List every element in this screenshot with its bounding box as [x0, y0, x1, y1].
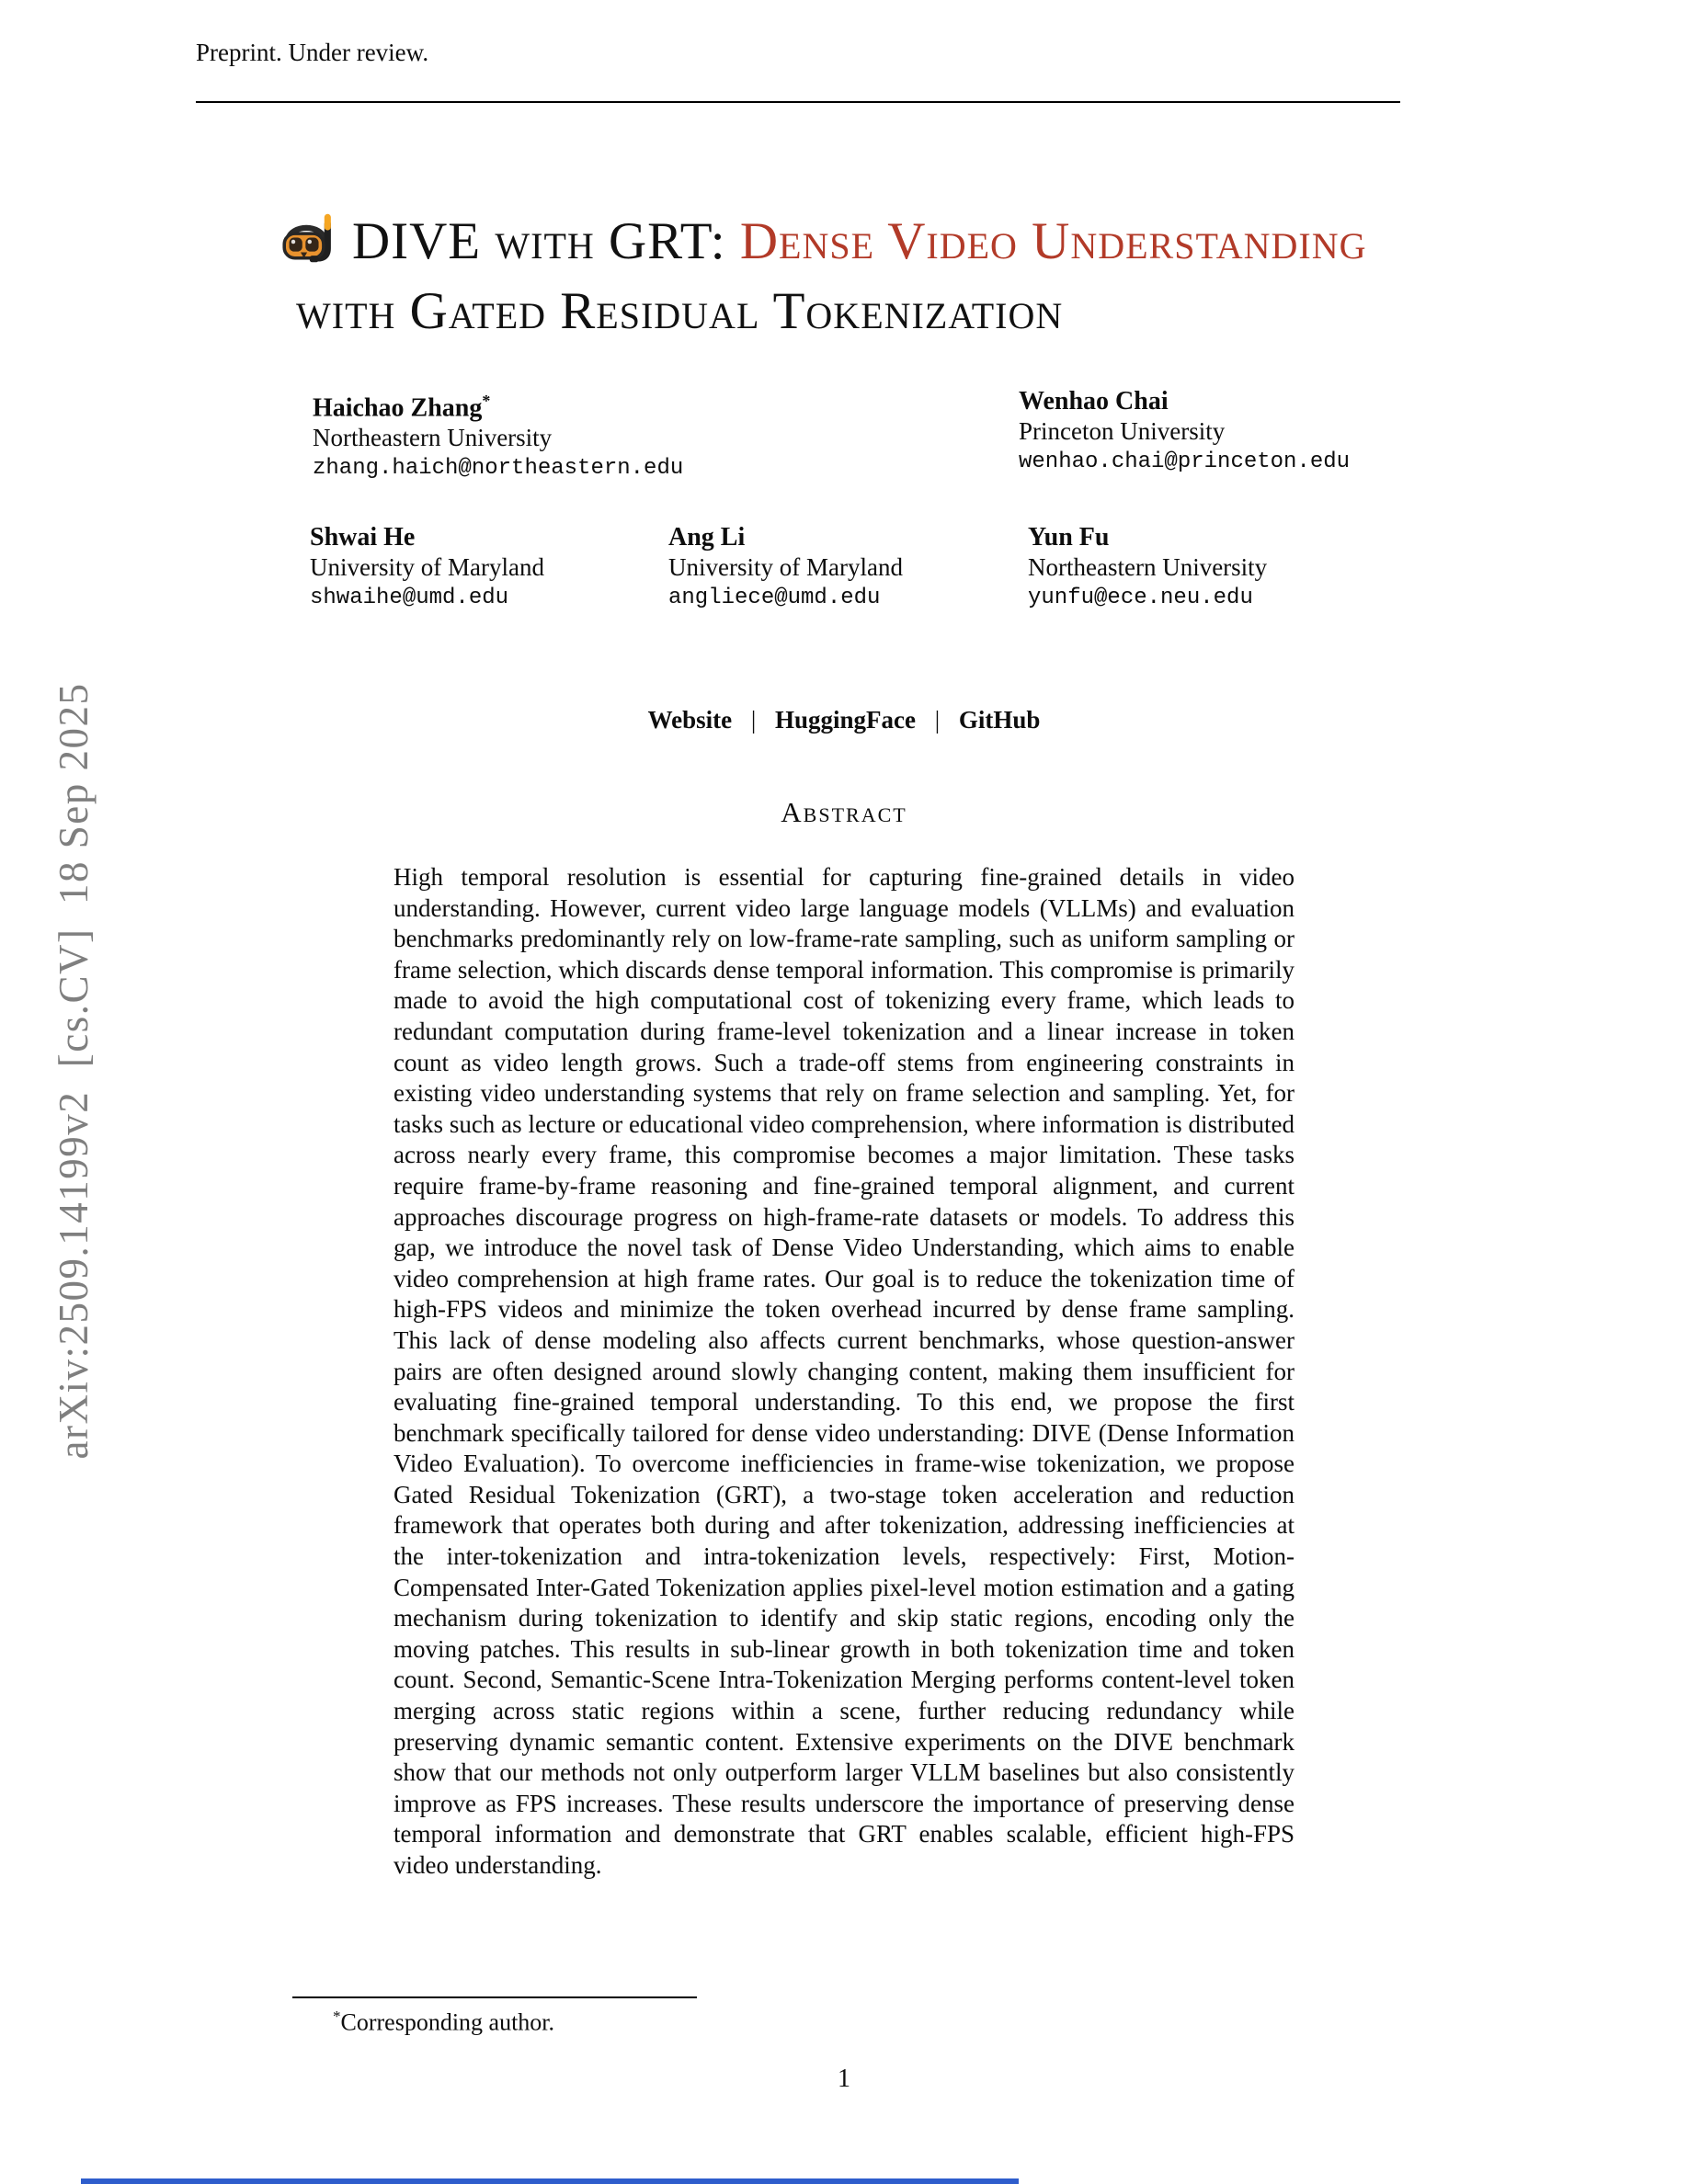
corresponding-mark: * — [482, 392, 491, 410]
author-name: Haichao Zhang* — [313, 392, 491, 423]
resource-links — [0, 706, 1688, 734]
footnote — [292, 2008, 554, 2037]
website-link[interactable]: Website — [647, 706, 733, 734]
author-affiliation: Princeton University — [1019, 417, 1226, 445]
link-separator: | — [934, 706, 941, 734]
author-name: Wenhao Chai — [1019, 387, 1169, 415]
footnote-divider — [292, 1996, 697, 1998]
author-email: zhang.haich@northeastern.edu — [313, 456, 684, 482]
bottom-edge-artifact — [81, 2178, 1019, 2184]
author-email: yunfu@ece.neu.edu — [1028, 586, 1253, 610]
huggingface-link[interactable]: HuggingFace — [774, 706, 916, 734]
abstract-text: High temporal resolution is essential for capturing fine-grained details in video understanding. However, current video large language models (VLLMs) and evaluation benchmarks predominantly rely on low-frame-rate sampling, such as uniform sampling or frame selection, which discards dense temporal information. This compromise is primarily made to avoid the high computational cost of tokenizing every frame, which leads to redundant computation during frame-level tokenization and a linear increase in token count as video length grows. Such a trade-off stems from engineering constraints in existing video understanding systems that rely on frame selection and sampling. Yet, for tasks such as lecture or educational video comprehension, where information is distributed across nearly every frame, this compromise becomes a major limitation. These tasks require frame-by-frame reasoning and fine-grained temporal alignment, and current approaches discourage progress on high-frame-rate datasets or models. To address this gap, we introduce the novel task of Dense Video Understanding, which aims to enable video comprehension at high frame rates. Our goal is to reduce the tokenization time of high-FPS videos and minimize the token overhead incurred by dense frame sampling. This lack of dense modeling also affects current benchmarks, whose question-answer pairs are often designed around slowly changing content, making them insufficient for evaluating fine-grained temporal understanding. To this end, we propose the first benchmark specifically tailored for dense video understanding: DIVE (Dense Information Video Evaluation). To overcome inefficiencies in frame-wise tokenization, we propose Gated Residual Tokenization (GRT), a two-stage token acceleration and reduction framework that operates both during and after tokenization, addressing inefficiencies at the inter-tokenization and intra-tokenization levels, respectively: First, Motion-Compensated Inter-Gated Tokenization applies pixel-level motion estimation and a gating mechanism during tokenization to identify and skip static regions, encoding only the moving patches. This results in sub-linear growth in both tokenization time and token count. Second, Semantic-Scene Intra-Tokenization Merging performs content-level token merging across static regions within a scene, further reducing redundancy while preserving dynamic semantic content. Extensive experiments on the DIVE benchmark show that our methods not only outperform larger VLLM baselines but also consistently improve as FPS increases. These results underscore the importance of preserving dense temporal information and demonstrate that GRT enables scalable, efficient high-FPS video understanding. — [393, 863, 1295, 1879]
author-email: shwaihe@umd.edu — [310, 586, 509, 610]
abstract-heading: Abstract — [781, 796, 907, 828]
author-affiliation: Northeastern University — [313, 424, 553, 452]
page-number: 1 — [838, 2065, 850, 2093]
author-email: wenhao.chai@princeton.edu — [1019, 449, 1351, 474]
paper-title-text — [352, 211, 1366, 271]
github-link[interactable]: GitHub — [958, 706, 1041, 734]
arxiv-watermark: arXiv:2509.14199v2 [cs.CV] 18 Sep 2025 — [51, 682, 97, 1460]
footnote-marker: * — [333, 2008, 341, 2025]
footnote-text: Corresponding author. — [340, 2008, 555, 2036]
author-email: angliece@umd.edu — [668, 586, 881, 610]
diving-mask-icon — [279, 212, 337, 271]
header-divider — [196, 101, 1400, 103]
title-black-part: DIVE with GRT: — [352, 212, 740, 270]
author-name: Ang Li — [668, 523, 746, 552]
author-block — [310, 522, 544, 613]
author-affiliation: University of Maryland — [668, 553, 903, 581]
author-name: Shwai He — [310, 523, 416, 552]
link-separator: | — [750, 706, 757, 734]
author-name: Yun Fu — [1028, 523, 1110, 552]
paper-title-line2: with Gated Residual Tokenization — [296, 282, 1064, 340]
title-red-part: Dense Video Understanding — [739, 212, 1367, 270]
paper-title-line1 — [279, 211, 1366, 271]
author-block — [668, 522, 903, 613]
author-affiliation: Northeastern University — [1028, 553, 1268, 581]
author-block — [1019, 386, 1350, 477]
author-block — [1028, 522, 1267, 613]
preprint-note: Preprint. Under review. — [196, 39, 429, 66]
author-affiliation: University of Maryland — [310, 553, 544, 581]
author-block — [313, 386, 683, 483]
